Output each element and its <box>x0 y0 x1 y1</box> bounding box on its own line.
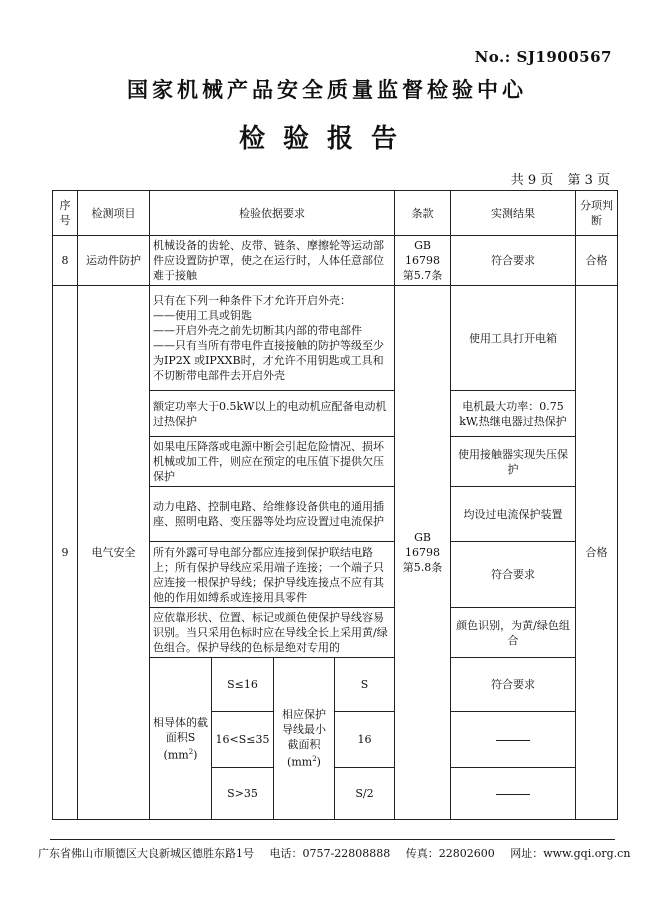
table-header-row <box>53 191 618 236</box>
row8-result: 符合要求 <box>451 236 576 286</box>
header-verdict: 分项判断 <box>576 191 618 236</box>
cross-min-3: S/2 <box>335 768 395 820</box>
header-requirement: 检验依据要求 <box>150 191 395 236</box>
document-title: 检验报告 <box>238 124 415 154</box>
footer <box>38 845 638 861</box>
cross-range-3: S>35 <box>212 768 274 820</box>
header-result: 实测结果 <box>451 191 576 236</box>
page-total: 共 9 页 <box>510 173 554 188</box>
row9-requirement-2: 额定功率大于0.5kW以上的电动机应配备电动机过热保护 <box>150 391 395 437</box>
row9-requirement-3: 如果电压降落或电源中断会引起危险情况、损坏机械或加工件，则应在预定的电压值下提供欠压保护 <box>150 437 395 487</box>
row9-verdict: 合格 <box>576 286 618 820</box>
row9-requirement-5: 所有外露可导电部分都应连接到保护联结电路上；所有保护导线应采用端子连接；一个端子只应连接一根保护导线；保护导线连接点不应有其他的作用如缚系或连接用具零件 <box>150 542 395 608</box>
row9-result-3: 使用接触器实现失压保护 <box>451 437 576 487</box>
footer-website: 网址：www.gqi.org.cn <box>510 847 631 860</box>
row9-result-6: 颜色识别，为黄/绿色组合 <box>451 608 576 658</box>
row8-item: 运动件防护 <box>78 236 150 286</box>
row9-result-5: 符合要求 <box>451 542 576 608</box>
organization-name: 国家机械产品安全质量监督检验中心 <box>127 78 527 102</box>
row9-seq: 9 <box>53 286 78 820</box>
table-row <box>53 286 618 391</box>
cross-min-2: 16 <box>335 712 395 768</box>
row9-requirement-6: 应依靠形状、位置、标记或颜色使保护导线容易识别。当只采用色标时应在导线全长上采用黄/绿色组合。保护导线的色标是绝对专用的 <box>150 608 395 658</box>
dash-mark <box>496 794 530 795</box>
row8-requirement: 机械设备的齿轮、皮带、链条、摩擦轮等运动部件应设置防护罩，使之在运行时，人体任意部位难于接触 <box>150 236 395 286</box>
cross-result-2 <box>451 712 576 768</box>
page-info <box>501 169 610 188</box>
footer-divider <box>50 839 615 840</box>
row9-result-4: 均设过电流保护装置 <box>451 487 576 542</box>
cross-range-2: 16<S≤35 <box>212 712 274 768</box>
row9-requirement-4: 动力电路、控制电路、给维修设备供电的通用插座、照明电路、变压器等处均应设置过电流保护 <box>150 487 395 542</box>
header-seq: 序号 <box>53 191 78 236</box>
row8-clause: GB 16798 第5.7条 <box>395 236 451 286</box>
cross-section-left-label: 相导体的截面积S $(mm^2)$ <box>150 658 212 820</box>
row9-requirement-1: 只有在下列一种条件下才允许开启外壳： ——使用工具或钥匙 ——开启外壳之前先切断其内部的带电部件 ——只有当所有带电件直接接触的防护等级至少为IP2X 或IPXXB时，才允许不用钥匙或工具和不切断带电部件去开启外壳 <box>150 286 395 391</box>
footer-address: 广东省佛山市顺德区大良新城区德胜东路1号 <box>38 847 254 860</box>
cross-result-1: 符合要求 <box>451 658 576 712</box>
cross-result-3 <box>451 768 576 820</box>
row8-verdict: 合格 <box>576 236 618 286</box>
table-row <box>53 236 618 286</box>
header-item: 检测项目 <box>78 191 150 236</box>
header-clause: 条款 <box>395 191 451 236</box>
row9-result-2: 电机最大功率：0.75 kW,热继电器过热保护 <box>451 391 576 437</box>
report-number: No.: SJ1900567 <box>474 48 612 66</box>
row9-item: 电气安全 <box>78 286 150 820</box>
inspection-table <box>52 190 618 820</box>
row9-clause: GB 16798 第5.8条 <box>395 286 451 820</box>
page-current: 第 3 页 <box>567 173 610 188</box>
footer-fax: 传真：22802600 <box>405 847 495 860</box>
row8-seq: 8 <box>53 236 78 286</box>
dash-mark <box>496 740 530 741</box>
cross-min-1: S <box>335 658 395 712</box>
footer-phone: 电话：0757-22808888 <box>269 847 391 860</box>
cross-section-right-label: 相应保护导线最小截面积 $(mm^2)$ <box>274 658 335 820</box>
row9-result-1: 使用工具打开电箱 <box>451 286 576 391</box>
cross-range-1: S≤16 <box>212 658 274 712</box>
